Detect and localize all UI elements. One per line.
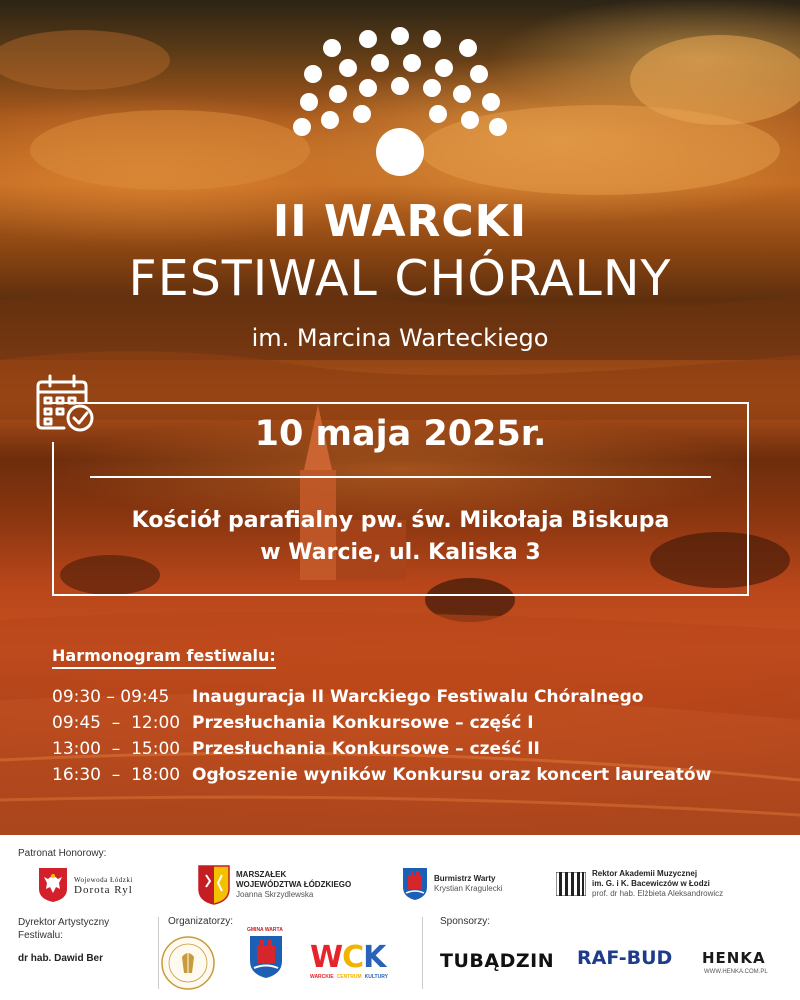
festival-title-line2: FESTIWAL CHÓRALNY [128,250,672,307]
patron-name: prof. dr hab. Elżbieta Aleksandrowicz [592,889,724,898]
patron-rector [556,869,723,899]
footer-divider [158,917,159,989]
schedule-event: Inauguracja II Warckiego Festiwalu Chóralnego [192,687,644,707]
patron-title-cont: im. G. i K. Bacewiczów w Łodzi [592,879,710,888]
schedule-time: 09:45 – 12:00 [52,713,181,733]
venue-line1: Kościół parafialny pw. św. Mikołaja Biskupa [131,508,670,533]
organizers-label: Organizatorzy: [168,916,234,927]
patron-title: Wojewoda Łódzki [74,876,133,884]
sponsors-footer [0,835,800,1000]
event-venue [52,505,749,569]
patronage-label: Patronat Honorowy: [18,848,107,859]
sponsor-rafbud: RAF-BUD [577,947,673,969]
schedule-time: 13:00 – 15:00 [52,739,181,759]
festival-subtitle: im. Marcina Warteckiego [251,324,549,352]
piano-keys-icon [556,872,586,896]
warta-crest-icon [249,935,283,979]
wck-logo-icon: WCK [310,940,386,975]
schedule-list [52,684,772,788]
lutnia-choir-seal-icon [160,935,216,991]
patron-title: Rektor Akademii Muzycznej [592,869,698,878]
eagle-emblem-icon [38,867,68,903]
warta-crest-icon [402,867,428,901]
festival-title-line1: II WARCKI [272,196,528,247]
info-divider [90,476,711,478]
patron-marshal [198,865,351,905]
patron-title-cont: WOJEWÓDZTWA ŁÓDZKIEGO [236,880,352,889]
schedule-event: Przesłuchania Konkursowe – część I [192,713,534,733]
festival-logo-icon [280,22,520,182]
wck-subtitle: WARCKIE CENTRUM KULTURY [310,974,388,980]
organizer-label: GMINA WARTA [247,927,283,933]
schedule-row [52,710,772,736]
lodz-voivodeship-crest-icon [198,865,230,905]
schedule-row [52,762,772,788]
sponsor-henka: HENKA [702,949,766,967]
patron-title: MARSZAŁEK [236,870,287,879]
patron-voivode [38,867,133,903]
footer-divider [422,917,423,989]
schedule-event: Przesłuchania Konkursowe – cześć II [192,739,540,759]
schedule-time: 09:30 – 09:45 [52,687,170,707]
patron-name: Dorota Ryl [74,884,133,896]
schedule-heading: Harmonogram festiwalu: [52,646,276,669]
sponsor-tubadzin: TUBĄDZIN [440,950,555,972]
patron-name: Krystian Kragulecki [434,884,503,893]
schedule-event: Ogłoszenie wyników Konkursu oraz koncert laureatów [192,765,712,785]
wck-logo [310,942,402,988]
director-label: Dyrektor Artystyczny Festiwalu: [18,917,110,941]
event-date: 10 maja 2025r. [254,414,547,454]
henka-url: WWW.HENKA.COM.PL [704,969,768,975]
sponsors-label: Sponsorzy: [440,916,491,927]
director-name: dr hab. Dawid Ber [18,953,104,964]
schedule-row [52,736,772,762]
patron-name: Joanna Skrzydlewska [236,890,314,899]
patron-title: Burmistrz Warty [434,874,496,883]
schedule-time: 16:30 – 18:00 [52,765,181,785]
patron-mayor [402,867,502,901]
schedule-row [52,684,772,710]
venue-line2: w Warcie, ul. Kaliska 3 [260,540,541,565]
